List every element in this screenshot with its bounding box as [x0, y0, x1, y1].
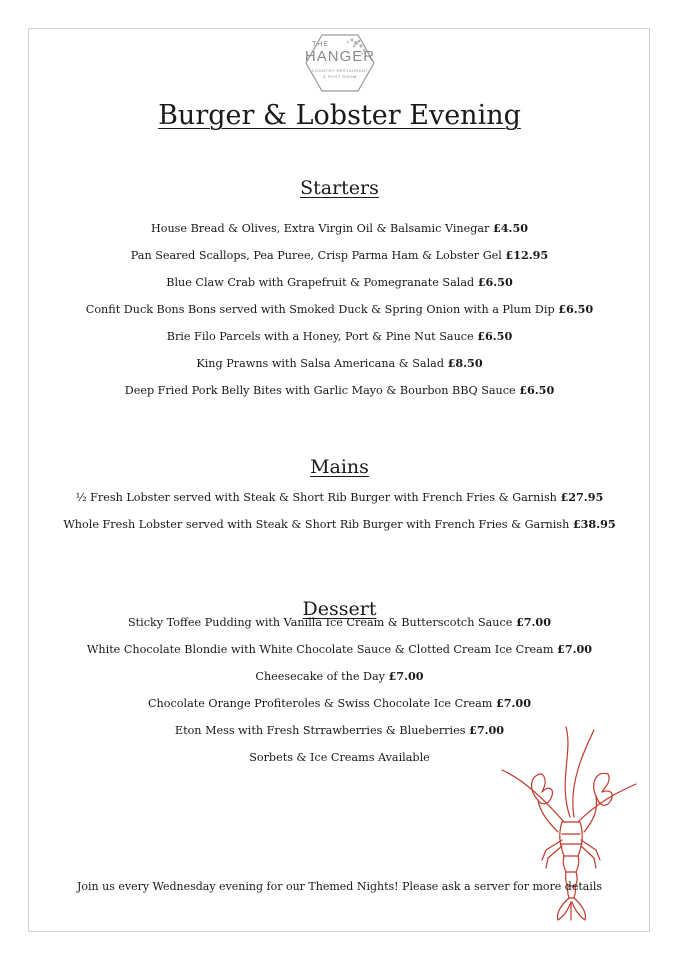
- hanger-logo: [304, 33, 376, 93]
- item-name: Pan Seared Scallops, Pea Puree, Crisp Parma Ham & Lobster Gel: [130, 249, 502, 262]
- menu-item: [40, 377, 639, 404]
- item-price: £6.50: [519, 383, 555, 397]
- menu-item: [40, 511, 639, 538]
- item-price: £6.50: [477, 275, 513, 289]
- item-name: ½ Fresh Lobster served with Steak & Short Rib Burger with French Fries & Garnish: [75, 491, 557, 504]
- menu-item: [40, 636, 639, 663]
- menu-item: [40, 663, 639, 690]
- item-name: Cheesecake of the Day: [255, 670, 385, 683]
- footer-note: Join us every Wednesday evening for our Themed Nights! Please ask a server for more details: [76, 880, 603, 893]
- item-price: £4.50: [492, 221, 529, 235]
- item-price: £6.50: [558, 302, 594, 316]
- menu-item: [40, 296, 639, 323]
- menu-item: [40, 609, 639, 636]
- item-name: Blue Claw Crab with Grapefruit & Pomegranate Salad: [166, 276, 475, 289]
- item-name: Confit Duck Bons Bons served with Smoked Duck & Spring Onion with a Plum Dip: [85, 303, 555, 316]
- item-name: Brie Filo Parcels with a Honey, Port & Pine Nut Sauce: [166, 330, 474, 343]
- item-price: £27.95: [560, 490, 604, 504]
- item-price: £7.00: [388, 669, 424, 683]
- starters-list: [40, 215, 639, 404]
- item-name: House Bread & Olives, Extra Virgin Oil & Balsamic Vinegar: [150, 222, 490, 235]
- item-price: £7.00: [495, 696, 531, 710]
- menu-item: [40, 484, 639, 511]
- dessert-heading: Dessert: [302, 598, 377, 620]
- item-name: Sticky Toffee Pudding with Vanilla Ice Cream & Butterscotch Sauce: [127, 616, 513, 629]
- item-price: £7.00: [557, 642, 593, 656]
- logo-the: THE: [312, 41, 329, 48]
- menu-item: [40, 269, 639, 296]
- item-price: £6.50: [477, 329, 513, 343]
- item-price: £7.00: [469, 723, 505, 737]
- item-name: Deep Fried Pork Belly Bites with Garlic Mayo & Bourbon BBQ Sauce: [124, 384, 516, 397]
- mains-heading: Mains: [310, 456, 369, 478]
- item-name: King Prawns with Salsa Americana & Salad: [196, 357, 445, 370]
- item-price: £38.95: [572, 517, 616, 531]
- item-name: Eton Mess with Fresh Strrawberries & Blueberries: [174, 724, 466, 737]
- item-name: Chocolate Orange Profiteroles & Swiss Chocolate Ice Cream: [148, 697, 493, 710]
- item-price: £7.00: [515, 615, 551, 629]
- logo-tagline-2: & POST ROOM: [323, 74, 357, 79]
- menu-item: [40, 242, 639, 269]
- mains-list: [40, 484, 639, 538]
- menu-item: [40, 690, 639, 717]
- item-name: Whole Fresh Lobster served with Steak & Short Rib Burger with French Fries & Garnish: [63, 518, 570, 531]
- item-price: £8.50: [447, 356, 483, 370]
- logo-tagline-1: COUNTRY RESTAURANT: [311, 68, 369, 73]
- item-name: White Chocolate Blondie with White Chocolate Sauce & Clotted Cream Ice Cream: [86, 643, 554, 656]
- starters-heading: Starters: [300, 177, 379, 199]
- item-price: £12.95: [505, 248, 549, 262]
- menu-title: Burger & Lobster Evening: [158, 100, 521, 131]
- menu-item: [40, 215, 639, 242]
- menu-item: [40, 350, 639, 377]
- logo-name: HANGER: [304, 48, 376, 65]
- menu-item: [40, 323, 639, 350]
- item-name: Sorbets & Ice Creams Available: [249, 751, 430, 764]
